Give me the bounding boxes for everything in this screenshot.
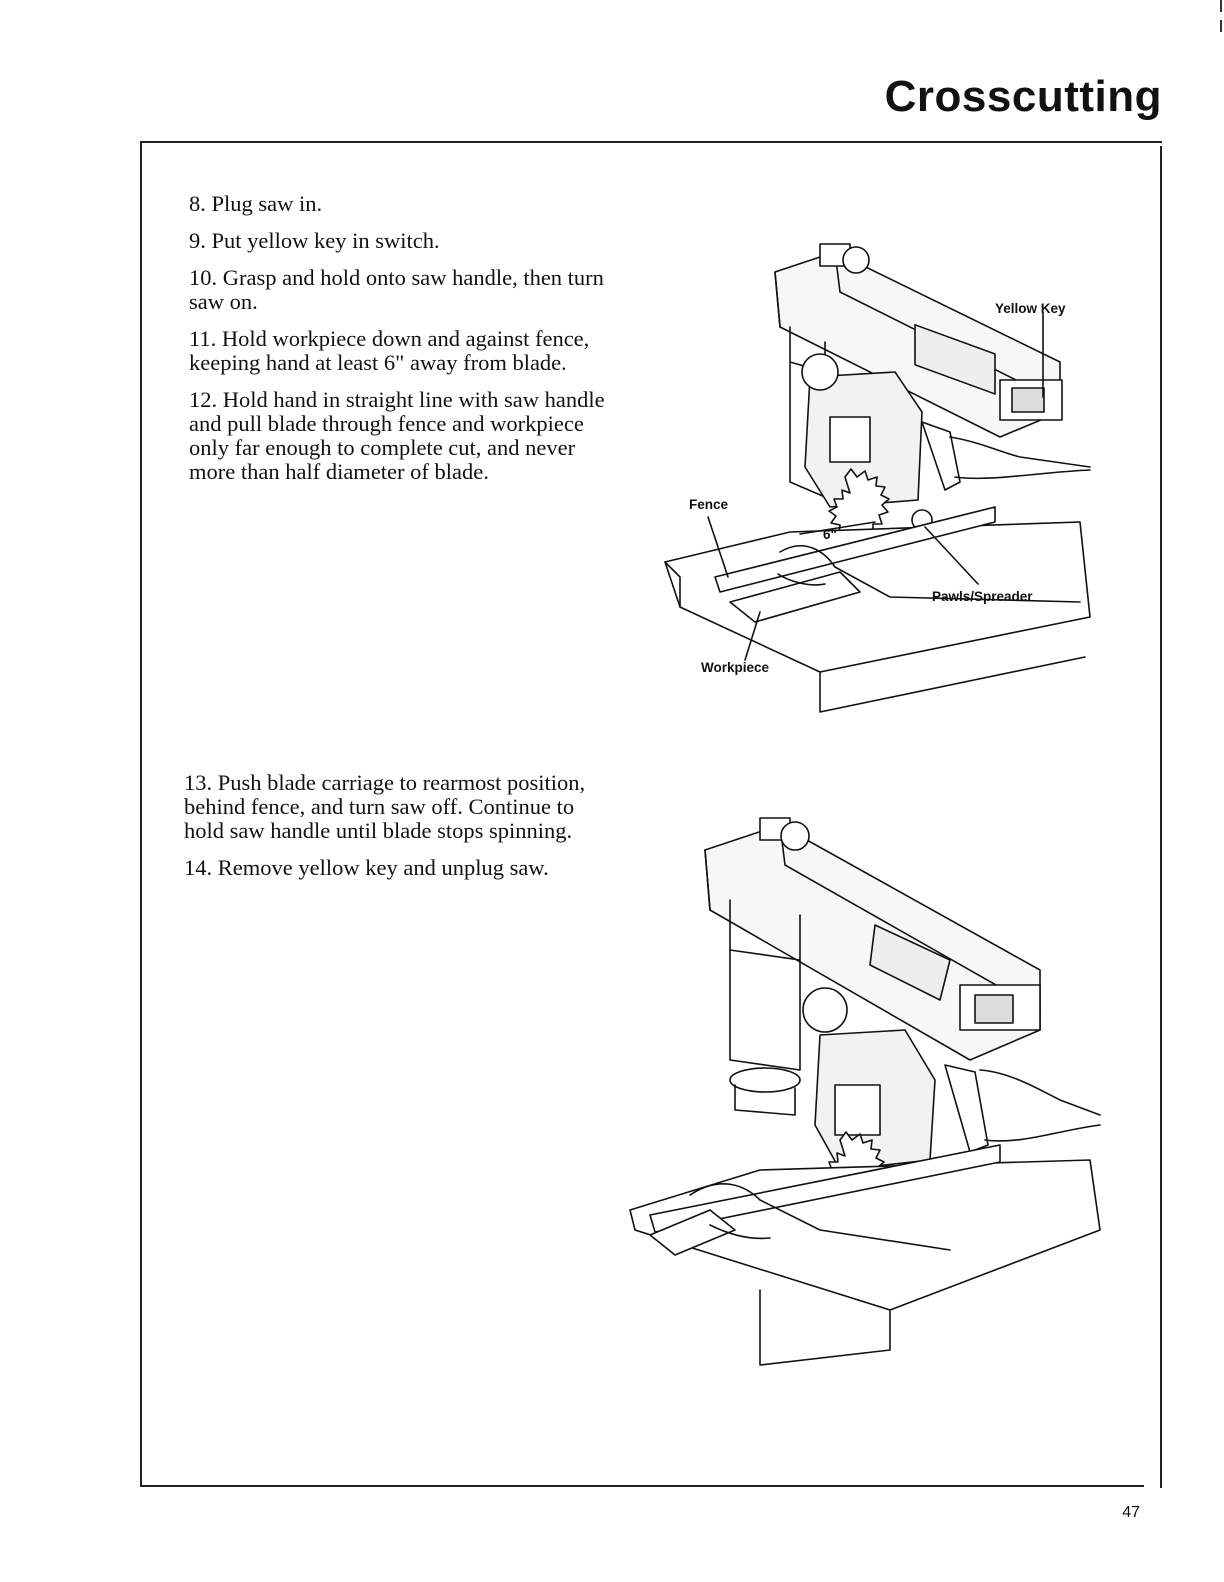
callout-pawls-spreader: Pawls/Spreader	[932, 589, 1033, 604]
edge-mark	[1220, 20, 1222, 32]
callout-fence: Fence	[689, 497, 729, 512]
edge-mark	[1220, 0, 1222, 12]
callout-distance: 6"	[823, 527, 837, 542]
step-8: 8. Plug saw in.	[189, 191, 323, 216]
page-number: 47	[1122, 1504, 1140, 1521]
step-14: 14. Remove yellow key and unplug saw.	[184, 855, 549, 880]
page-title: Crosscutting	[884, 72, 1162, 121]
step-11: 11. Hold workpiece down and against fence, keeping hand at least 6" away from blade.	[189, 326, 590, 375]
step-12: 12. Hold hand in straight line with saw handle and pull blade through fence and workpiece only far enough to complete cut, and never more than half diameter of blade.	[189, 387, 605, 484]
instruction-steps-2	[184, 771, 614, 893]
step-9: 9. Put yellow key in switch.	[189, 228, 440, 253]
callout-workpiece: Workpiece	[701, 660, 770, 675]
step-10: 10. Grasp and hold onto saw handle, then turn saw on.	[189, 265, 604, 314]
instruction-steps-1	[189, 192, 609, 497]
frame-right-rule	[1160, 146, 1162, 1488]
saw-rear-position-illustration	[620, 810, 1110, 1370]
saw-crosscut-illustration	[660, 232, 1100, 722]
step-13: 13. Push blade carriage to rearmost position, behind fence, and turn saw off. Continue to hold saw handle until blade stops spinning.	[184, 770, 586, 843]
callout-yellow-key: Yellow Key	[995, 301, 1066, 316]
